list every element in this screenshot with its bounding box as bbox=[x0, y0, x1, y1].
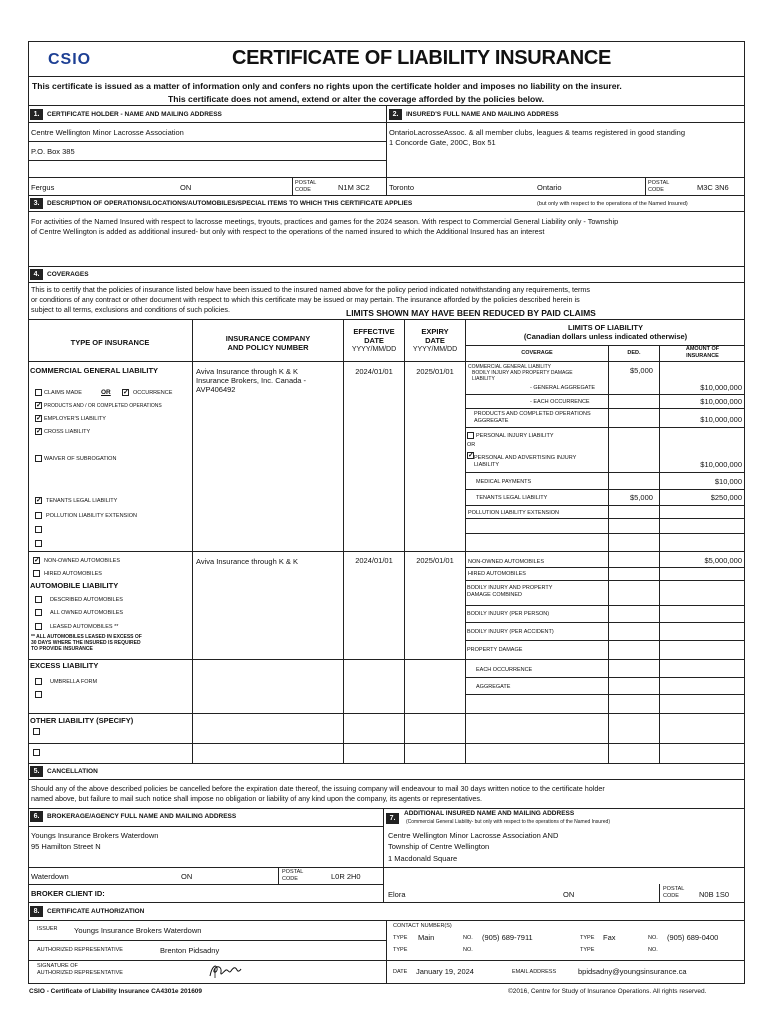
insured-postal-code: M3C 3N6 bbox=[697, 183, 729, 192]
umbrella-label: UMBRELLA FORM bbox=[50, 679, 98, 685]
cov-tenants: TENANTS LEGAL LIABILITY bbox=[476, 495, 548, 501]
contact-type-1: Main bbox=[418, 933, 435, 942]
coverages-text-2: or conditions of any contract or other document with respect to which this certificate may be issued or may pertain. The insurance afforded by the policies described herein is bbox=[31, 295, 580, 304]
cov-general-aggregate: - GENERAL AGGREGATE bbox=[530, 385, 596, 391]
cov-or: OR bbox=[467, 442, 476, 448]
cancellation-text-2: named above, but failure to mail such notice shall impose no obligation or liability of any kind upon the company, its agents or representatives. bbox=[31, 794, 482, 803]
tenants-label: TENANTS LEGAL LIABILITY bbox=[46, 498, 118, 504]
section-2-title: INSURED'S FULL NAME AND MAILING ADDRESS bbox=[406, 111, 559, 118]
insured-address: 1 Concorde Gate, 200C, Box 51 bbox=[389, 138, 496, 147]
col-effective-date: EFFECTIVE DATE YYYY/MM/DD bbox=[351, 327, 397, 353]
contact-number-2: (905) 689-0400 bbox=[667, 933, 719, 942]
ded-tenants: $5,000 bbox=[630, 493, 653, 502]
cov-bi-per-accident: BODILY INJURY (PER ACCIDENT) bbox=[467, 629, 554, 635]
personal-injury-checkbox[interactable] bbox=[467, 432, 474, 439]
cov-property-damage: PROPERTY DAMAGE bbox=[467, 647, 523, 653]
section-4-title: COVERAGES bbox=[47, 271, 89, 278]
cov-personal-advertising: PERSONAL AND ADVERTISING INJURY LIABILITY bbox=[474, 455, 577, 468]
cgl-title: COMMERCIAL GENERAL LIABILITY bbox=[30, 366, 159, 375]
hired-checkbox[interactable] bbox=[33, 570, 40, 577]
contact-label: CONTACT NUMBER(S) bbox=[393, 923, 452, 929]
non-owned-checkbox[interactable]: ✓ bbox=[34, 557, 40, 564]
additional-insured-line-3: 1 Macdonald Square bbox=[388, 854, 458, 863]
waiver-label: WAIVER OF SUBROGATION bbox=[44, 456, 117, 462]
cross-liability-label: CROSS LIABILITY bbox=[44, 429, 91, 435]
section-7-number: 7. bbox=[386, 813, 399, 824]
section-5-title: CANCELLATION bbox=[47, 768, 98, 775]
cov-cgl: COMMERCIAL GENERAL LIABILITY BODILY INJURY AND PROPERTY DAMAGE LIABILITY bbox=[468, 364, 573, 382]
cov-personal-injury: PERSONAL INJURY LIABILITY bbox=[476, 433, 554, 439]
contact-type-label-1: TYPE bbox=[393, 935, 408, 941]
non-owned-label: NON-OWNED AUTOMOBILES bbox=[44, 558, 120, 564]
all-owned-label: ALL OWNED AUTOMOBILES bbox=[50, 610, 124, 616]
section-3-number: 3. bbox=[30, 198, 43, 209]
section-1-number: 1. bbox=[30, 109, 43, 120]
cov-each-occurrence: - EACH OCCURRENCE bbox=[530, 399, 590, 405]
contact-no-label-2: NO. bbox=[648, 935, 658, 941]
contact-no-label-4: NO. bbox=[648, 947, 658, 953]
cov-pollution: POLLUTION LIABILITY EXTENSION bbox=[468, 510, 559, 516]
umbrella-checkbox[interactable] bbox=[35, 678, 42, 685]
leased-label: LEASED AUTOMOBILES ** bbox=[50, 624, 119, 630]
broker-postal-code: L0R 2H0 bbox=[331, 872, 361, 881]
cgl-effective: 2024/01/01 bbox=[355, 367, 393, 376]
holder-name: Centre Wellington Minor Lacrosse Association bbox=[31, 128, 184, 137]
other-checkbox-2[interactable] bbox=[33, 749, 40, 756]
insured-name: OntarioLacrosseAssoc. & all member clubs, leagues & teams registered in good standing bbox=[389, 128, 685, 137]
email-label: EMAIL ADDRESS bbox=[512, 969, 557, 975]
section-7-subtitle: (Commercial General Liability- but only with respect to the operations of the Named Insured) bbox=[406, 819, 610, 825]
amt-each-occurrence: $10,000,000 bbox=[700, 397, 742, 406]
col-coverage: COVERAGE bbox=[521, 350, 553, 356]
additional-postal-code: N0B 1S0 bbox=[699, 890, 730, 899]
signature-label: SIGNATURE OF AUTHORIZED REPRESENTATIVE bbox=[37, 963, 123, 976]
excess-blank-checkbox[interactable] bbox=[35, 691, 42, 698]
other-liability-title: OTHER LIABILITY (SPECIFY) bbox=[30, 716, 134, 725]
waiver-checkbox[interactable] bbox=[35, 455, 42, 462]
pollution-label: POLLUTION LIABILITY EXTENSION bbox=[46, 513, 137, 519]
additional-insured-line-1: Centre Wellington Minor Lacrosse Association AND bbox=[388, 831, 559, 840]
insured-postal-label: POSTAL CODE bbox=[648, 180, 670, 193]
auto-effective: 2024/01/01 bbox=[355, 556, 393, 565]
broker-address: 95 Hamilton Street N bbox=[31, 842, 101, 851]
issuer-label: ISSUER bbox=[37, 926, 58, 932]
amt-products: $10,000,000 bbox=[700, 415, 742, 424]
col-deductible: DED. bbox=[627, 350, 641, 356]
amt-tenants: $250,000 bbox=[710, 493, 742, 502]
intro-text-2: This certificate does not amend, extend or alter the coverage afforded by the policies below. bbox=[168, 94, 544, 104]
occurrence-checkbox[interactable]: ✓ bbox=[123, 389, 129, 396]
col-limits: LIMITS OF LIABILITY (Canadian dollars unless indicated otherwise) bbox=[523, 323, 688, 341]
cov-bipd: BODILY INJURY AND PROPERTY DAMAGE COMBINED bbox=[467, 585, 553, 598]
insured-city: Toronto bbox=[389, 183, 415, 192]
claims-made-label: CLAIMS MADE bbox=[44, 390, 82, 396]
cov-hired: HIRED AUTOMOBILES bbox=[468, 571, 526, 577]
employers-checkbox[interactable]: ✓ bbox=[36, 415, 42, 422]
csio-logo: CSIO bbox=[48, 51, 92, 68]
coverages-text-1: This is to certify that the policies of insurance listed below have been issued to the insured named above for the policy period indicated notwithstanding any requirements, terms bbox=[31, 285, 590, 294]
col-insurance-company: INSURANCE COMPANY AND POLICY NUMBER bbox=[225, 334, 311, 352]
contact-type-label-3: TYPE bbox=[393, 947, 408, 953]
cov-products: PRODUCTS AND COMPLETED OPERATIONS AGGREGATE bbox=[474, 411, 591, 424]
amt-non-owned: $5,000,000 bbox=[704, 556, 742, 565]
col-amount: AMOUNT OF INSURANCE bbox=[685, 346, 720, 359]
pollution-checkbox[interactable] bbox=[35, 512, 42, 519]
contact-no-label-3: NO. bbox=[463, 947, 473, 953]
cov-cgl-ded: $5,000 bbox=[630, 366, 653, 375]
products-label: PRODUCTS AND / OR COMPLETED OPERATIONS bbox=[44, 403, 162, 409]
broker-name: Youngs Insurance Brokers Waterdown bbox=[31, 831, 159, 840]
employers-label: EMPLOYER'S LIABILITY bbox=[44, 416, 106, 422]
cgl-blank-checkbox-1[interactable] bbox=[35, 526, 42, 533]
described-auto-label: DESCRIBED AUTOMOBILES bbox=[50, 597, 123, 603]
auto-liability-title: AUTOMOBILE LIABILITY bbox=[30, 581, 119, 590]
cgl-expiry: 2025/01/01 bbox=[416, 367, 454, 376]
contact-type-2: Fax bbox=[603, 933, 616, 942]
claims-made-checkbox[interactable] bbox=[35, 389, 42, 396]
footer-copyright: ©2016, Centre for Study of Insurance Operations. All rights reserved. bbox=[508, 988, 707, 995]
cov-bi-per-person: BODILY INJURY (PER PERSON) bbox=[467, 611, 550, 617]
intro-text-1: This certificate is issued as a matter of information only and confers no rights upon the certificate holder and imposes no liability on the insurer. bbox=[32, 81, 622, 91]
broker-client-id: BROKER CLIENT ID: bbox=[31, 889, 105, 898]
described-auto-checkbox[interactable] bbox=[35, 596, 42, 603]
holder-address: P.O. Box 385 bbox=[31, 147, 75, 156]
cov-excess-each: EACH OCCURRENCE bbox=[476, 667, 533, 673]
insured-province: Ontario bbox=[537, 183, 562, 192]
contact-type-label-2: TYPE bbox=[580, 935, 595, 941]
holder-city: Fergus bbox=[31, 183, 55, 192]
auto-expiry: 2025/01/01 bbox=[416, 556, 454, 565]
coverages-text-3: subject to all terms, exclusions and conditions of such policies. bbox=[31, 305, 230, 314]
all-owned-checkbox[interactable] bbox=[35, 609, 42, 616]
section-6-number: 6. bbox=[30, 811, 43, 822]
contact-no-label-1: NO. bbox=[463, 935, 473, 941]
date-label: DATE bbox=[393, 969, 408, 975]
other-checkbox-1[interactable] bbox=[33, 728, 40, 735]
rep-value: Brenton Pidsadny bbox=[160, 946, 220, 955]
section-2-number: 2. bbox=[389, 109, 402, 120]
amt-medical-payments: $10,000 bbox=[714, 477, 742, 486]
holder-postal-code: N1M 3C2 bbox=[338, 183, 370, 192]
limits-reduced-notice: LIMITS SHOWN MAY HAVE BEEN REDUCED BY PAID CLAIMS bbox=[346, 308, 596, 318]
amt-personal-advertising: $10,000,000 bbox=[700, 460, 742, 469]
page-title: CERTIFICATE OF LIABILITY INSURANCE bbox=[232, 47, 612, 69]
hired-label: HIRED AUTOMOBILES bbox=[44, 571, 102, 577]
section-3-note: (but only with respect to the operations of the Named Insured) bbox=[537, 201, 688, 207]
email-value: bpidsadny@youngsinsurance.ca bbox=[578, 967, 687, 976]
excess-title: EXCESS LIABILITY bbox=[30, 661, 99, 670]
rep-label: AUTHORIZED REPRESENTATIVE bbox=[37, 947, 123, 953]
broker-province: ON bbox=[181, 872, 193, 881]
contact-type-label-4: TYPE bbox=[580, 947, 595, 953]
cov-excess-aggregate: AGGREGATE bbox=[476, 684, 511, 690]
contact-number-1: (905) 689-7911 bbox=[482, 933, 533, 942]
cross-liability-checkbox[interactable]: ✓ bbox=[36, 428, 42, 435]
section-7-title: ADDITIONAL INSURED NAME AND MAILING ADDRESS bbox=[404, 810, 575, 817]
issuer-value: Youngs Insurance Brokers Waterdown bbox=[74, 926, 202, 935]
date-value: January 19, 2024 bbox=[416, 967, 474, 976]
section-4-number: 4. bbox=[30, 269, 43, 280]
holder-postal-label: POSTAL CODE bbox=[295, 180, 317, 193]
cgl-insurer: Aviva Insurance through K & K Insurance Brokers, Inc. Canada - AVP406492 bbox=[196, 367, 307, 394]
cov-medical-payments: MEDICAL PAYMENTS bbox=[476, 479, 532, 485]
broker-postal-label: POSTAL CODE bbox=[282, 869, 304, 882]
personal-advertising-checkbox[interactable]: ✓ bbox=[468, 452, 474, 459]
leased-checkbox[interactable] bbox=[35, 623, 42, 630]
col-expiry-date: EXPIRY DATE YYYY/MM/DD bbox=[412, 327, 458, 353]
occurrence-label: OCCURRENCE bbox=[133, 390, 173, 396]
signature-image bbox=[207, 962, 243, 982]
or-label: OR bbox=[101, 389, 111, 396]
leased-note: ** ALL AUTOMOBILES LEASED IN EXCESS OF 30 DAYS WHERE THE INSURED IS REQUIRED TO PROVIDE INSURANCE bbox=[31, 634, 142, 652]
products-checkbox[interactable]: ✓ bbox=[36, 402, 42, 409]
section-8-number: 8. bbox=[30, 906, 43, 917]
additional-insured-line-2: Township of Centre Wellington bbox=[388, 842, 490, 851]
operations-description-1: For activities of the Named Insured with respect to lacrosse meetings, tryouts, practices and games for the 2024 season. With respect to Commercial General Liability only - Township bbox=[31, 217, 619, 226]
holder-province: ON bbox=[180, 183, 192, 192]
footer-form-id: CSIO - Certificate of Liability Insurance CA4301e 201609 bbox=[29, 988, 203, 995]
section-6-title: BROKERAGE/AGENCY FULL NAME AND MAILING ADDRESS bbox=[47, 813, 237, 820]
cancellation-text-1: Should any of the above described policies be cancelled before the expiration date thereof, the issuing company will endeavour to mail 30 days written notice to the certificate holder bbox=[31, 784, 605, 793]
section-5-number: 5. bbox=[30, 766, 43, 777]
col-type-of-insurance: TYPE OF INSURANCE bbox=[70, 338, 150, 347]
cov-non-owned: NON-OWNED AUTOMOBILES bbox=[468, 559, 544, 565]
additional-insured-city: Elora bbox=[388, 890, 406, 899]
amt-general-aggregate: $10,000,000 bbox=[700, 383, 742, 392]
section-3-title: DESCRIPTION OF OPERATIONS/LOCATIONS/AUTOMOBILES/SPECIAL ITEMS TO WHICH THIS CERTIFICATE APPLIES bbox=[47, 200, 413, 207]
additional-postal-label: POSTAL CODE bbox=[663, 886, 685, 899]
section-1-title: CERTIFICATE HOLDER - NAME AND MAILING ADDRESS bbox=[47, 111, 222, 118]
operations-description-2: of Centre Wellington is added as additional insured- but only with respect to the operations of the named insured to which the Additional Insured has an interest bbox=[31, 227, 545, 236]
section-8-title: CERTIFICATE AUTHORIZATION bbox=[47, 908, 145, 915]
cgl-blank-checkbox-2[interactable] bbox=[35, 540, 42, 547]
auto-insurer: Aviva Insurance through K & K bbox=[196, 557, 299, 566]
broker-city: Waterdown bbox=[31, 872, 69, 881]
tenants-checkbox[interactable]: ✓ bbox=[36, 497, 42, 504]
additional-insured-province: ON bbox=[563, 890, 575, 899]
